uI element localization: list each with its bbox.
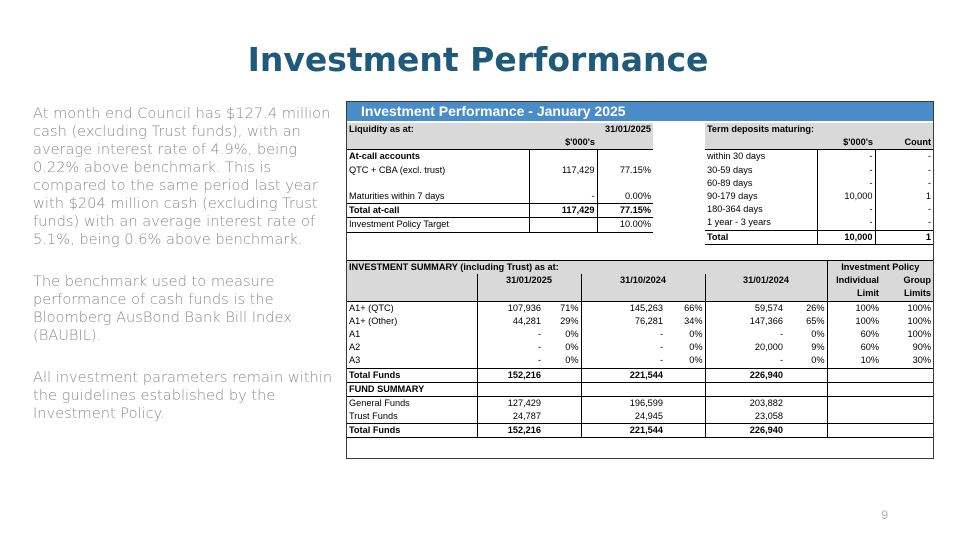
summary-value: 145,263 bbox=[581, 301, 665, 315]
term-row-label: within 30 days bbox=[707, 151, 766, 162]
term-row-value: - bbox=[817, 177, 875, 190]
cash-summary-paragraph: At month end Council has $127.4 million cash (excluding Trust funds), with an average interest rate of 4.9%, being 0.22% above benchmark. This is compared to the same period last year with $204 million cash (excluding Trust funds) with an average interest rate of 5.1%, being 0.6% above benchmark. bbox=[33, 105, 331, 248]
summary-pct: 0% bbox=[689, 355, 703, 366]
summary-row bbox=[347, 341, 933, 354]
group-limit: 100% bbox=[907, 315, 931, 326]
fund-value: 23,058 bbox=[705, 410, 785, 424]
term-row-label: 30-59 days bbox=[707, 164, 753, 175]
investment-performance-panel bbox=[346, 101, 934, 459]
policy-target-label: Investment Policy Target bbox=[349, 219, 449, 230]
summary-value: 20,000 bbox=[705, 341, 785, 354]
liquidity-row-label: Maturities within 7 days bbox=[349, 191, 445, 202]
summary-value: 147,366 bbox=[705, 315, 785, 328]
investment-summary-table bbox=[347, 260, 933, 438]
summary-value: 59,574 bbox=[705, 301, 785, 315]
fund-row bbox=[347, 396, 933, 410]
fund-total-value: 152,216 bbox=[477, 424, 543, 438]
summary-pct: 71% bbox=[560, 302, 579, 313]
fund-total-value: 221,544 bbox=[581, 424, 665, 438]
summary-row-label: A2 bbox=[349, 342, 361, 353]
summary-value: - bbox=[581, 341, 665, 354]
summary-row bbox=[347, 328, 933, 341]
liquidity-row-value: - bbox=[529, 190, 597, 204]
term-row-count: - bbox=[875, 216, 933, 230]
benchmark-paragraph: The benchmark used to measure performance of cash funds is the Bloomberg AusBond Bank Bill Index (BAUBIL). bbox=[33, 273, 292, 344]
individual-limit: 100% bbox=[827, 301, 881, 315]
fund-row-label: Trust Funds bbox=[349, 411, 398, 422]
summary-row-label: A1+ (QTC) bbox=[349, 302, 394, 313]
summary-row bbox=[347, 315, 933, 328]
summary-text bbox=[33, 105, 333, 447]
liquidity-date: 31/01/2025 bbox=[605, 124, 651, 135]
summary-date-1: 31/01/2025 bbox=[477, 274, 581, 287]
liquidity-label: Liquidity as at: bbox=[349, 124, 414, 135]
page-number: 9 bbox=[881, 508, 888, 522]
liquidity-unit: $'000's bbox=[565, 137, 595, 148]
fund-summary-heading: FUND SUMMARY bbox=[349, 383, 425, 394]
summary-heading: INVESTMENT SUMMARY (including Trust) as at: bbox=[349, 262, 559, 273]
group-limit: 100% bbox=[907, 329, 931, 340]
fund-total-value: 226,940 bbox=[705, 424, 785, 438]
group-limit: 30% bbox=[912, 355, 931, 366]
summary-value: - bbox=[477, 341, 543, 354]
term-row-count: - bbox=[875, 177, 933, 190]
term-row-value: - bbox=[817, 216, 875, 230]
summary-pct: 29% bbox=[560, 315, 579, 326]
term-row-label: 90-179 days bbox=[707, 191, 758, 202]
summary-pct: 65% bbox=[806, 315, 825, 326]
fund-value: 196,599 bbox=[581, 396, 665, 410]
individual-limit: 100% bbox=[827, 315, 881, 328]
policy-target-pct: 10.00% bbox=[597, 218, 653, 232]
liquidity-row-label: QTC + CBA (excl. trust) bbox=[349, 164, 446, 175]
fund-row-label: General Funds bbox=[349, 397, 410, 408]
summary-value: - bbox=[705, 328, 785, 341]
term-row-label: 1 year - 3 years bbox=[707, 217, 771, 228]
term-deposits-table bbox=[705, 123, 933, 245]
term-row-count: 1 bbox=[875, 190, 933, 203]
summary-pct: 34% bbox=[684, 315, 703, 326]
term-row-count: - bbox=[875, 203, 933, 216]
summary-value: - bbox=[477, 328, 543, 341]
policy-paragraph: All investment parameters remain within the guidelines established by the Investment Policy. bbox=[33, 369, 333, 422]
individual-limit: 60% bbox=[827, 328, 881, 341]
summary-pct: 66% bbox=[684, 302, 703, 313]
term-row-count: - bbox=[875, 164, 933, 177]
liquidity-table bbox=[347, 123, 653, 233]
term-row-count: - bbox=[875, 150, 933, 164]
summary-pct: 9% bbox=[811, 342, 825, 353]
summary-total-label: Total Funds bbox=[349, 369, 401, 380]
summary-date-2: 31/10/2024 bbox=[581, 274, 705, 287]
summary-row-label: A1+ (Other) bbox=[349, 315, 398, 326]
summary-total-value: 152,216 bbox=[477, 368, 543, 382]
fund-value: 24,945 bbox=[581, 410, 665, 424]
summary-row bbox=[347, 301, 933, 315]
term-total-label: Total bbox=[707, 231, 729, 242]
at-call-heading: At-call accounts bbox=[349, 151, 420, 162]
fund-total-label: Total Funds bbox=[349, 425, 401, 436]
term-row-value: - bbox=[817, 150, 875, 164]
panel-banner: Investment Performance - January 2025 bbox=[347, 102, 933, 121]
term-deposits-label: Term deposits maturing: bbox=[707, 124, 815, 135]
summary-pct: 0% bbox=[565, 342, 579, 353]
term-count-label: Count bbox=[904, 137, 931, 148]
summary-total-value: 226,940 bbox=[705, 368, 785, 382]
total-at-call-value: 117,429 bbox=[529, 204, 597, 218]
summary-pct: 0% bbox=[689, 329, 703, 340]
term-row-value: - bbox=[817, 164, 875, 177]
summary-value: - bbox=[581, 328, 665, 341]
summary-pct: 0% bbox=[565, 329, 579, 340]
group-limit: 100% bbox=[907, 302, 931, 313]
summary-date-3: 31/01/2024 bbox=[705, 274, 827, 287]
summary-row-label: A1 bbox=[349, 329, 361, 340]
page-title: Investment Performance bbox=[247, 40, 709, 79]
individual-limit-label: Individual bbox=[827, 274, 881, 287]
term-unit: $'000's bbox=[843, 137, 873, 148]
summary-value: - bbox=[477, 354, 543, 368]
summary-pct: 0% bbox=[565, 355, 579, 366]
individual-limit: 10% bbox=[827, 354, 881, 368]
group-limits-label: Group bbox=[903, 275, 931, 286]
group-limits-label-2: Limits bbox=[903, 288, 931, 299]
fund-value: 24,787 bbox=[477, 410, 543, 424]
summary-pct: 0% bbox=[811, 329, 825, 340]
summary-row bbox=[347, 354, 933, 368]
individual-limit-label-2: Limit bbox=[827, 287, 881, 301]
policy-heading: Investment Policy bbox=[827, 261, 933, 275]
summary-value: 107,936 bbox=[477, 301, 543, 315]
individual-limit: 60% bbox=[827, 341, 881, 354]
liquidity-row-value: 117,429 bbox=[529, 164, 597, 177]
term-total-value: 10,000 bbox=[817, 230, 875, 244]
total-at-call-pct: 77.15% bbox=[597, 204, 653, 218]
term-row-value: - bbox=[817, 203, 875, 216]
liquidity-row-pct: 0.00% bbox=[597, 190, 653, 204]
term-total-count: 1 bbox=[875, 230, 933, 244]
term-row-label: 180-364 days bbox=[707, 204, 763, 215]
fund-value: 203,882 bbox=[705, 396, 785, 410]
summary-pct: 0% bbox=[811, 355, 825, 366]
fund-row bbox=[347, 410, 933, 424]
summary-total-value: 221,544 bbox=[581, 368, 665, 382]
summary-pct: 0% bbox=[689, 342, 703, 353]
summary-value: 44,281 bbox=[477, 315, 543, 328]
total-at-call-label: Total at-call bbox=[349, 205, 400, 216]
summary-value: 76,281 bbox=[581, 315, 665, 328]
summary-pct: 26% bbox=[806, 302, 825, 313]
liquidity-row-pct: 77.15% bbox=[597, 164, 653, 177]
fund-value: 127,429 bbox=[477, 396, 543, 410]
summary-value: - bbox=[581, 354, 665, 368]
term-row-value: 10,000 bbox=[817, 190, 875, 203]
summary-value: - bbox=[705, 354, 785, 368]
term-row-label: 60-89 days bbox=[707, 177, 753, 188]
summary-row-label: A3 bbox=[349, 355, 361, 366]
group-limit: 90% bbox=[912, 342, 931, 353]
